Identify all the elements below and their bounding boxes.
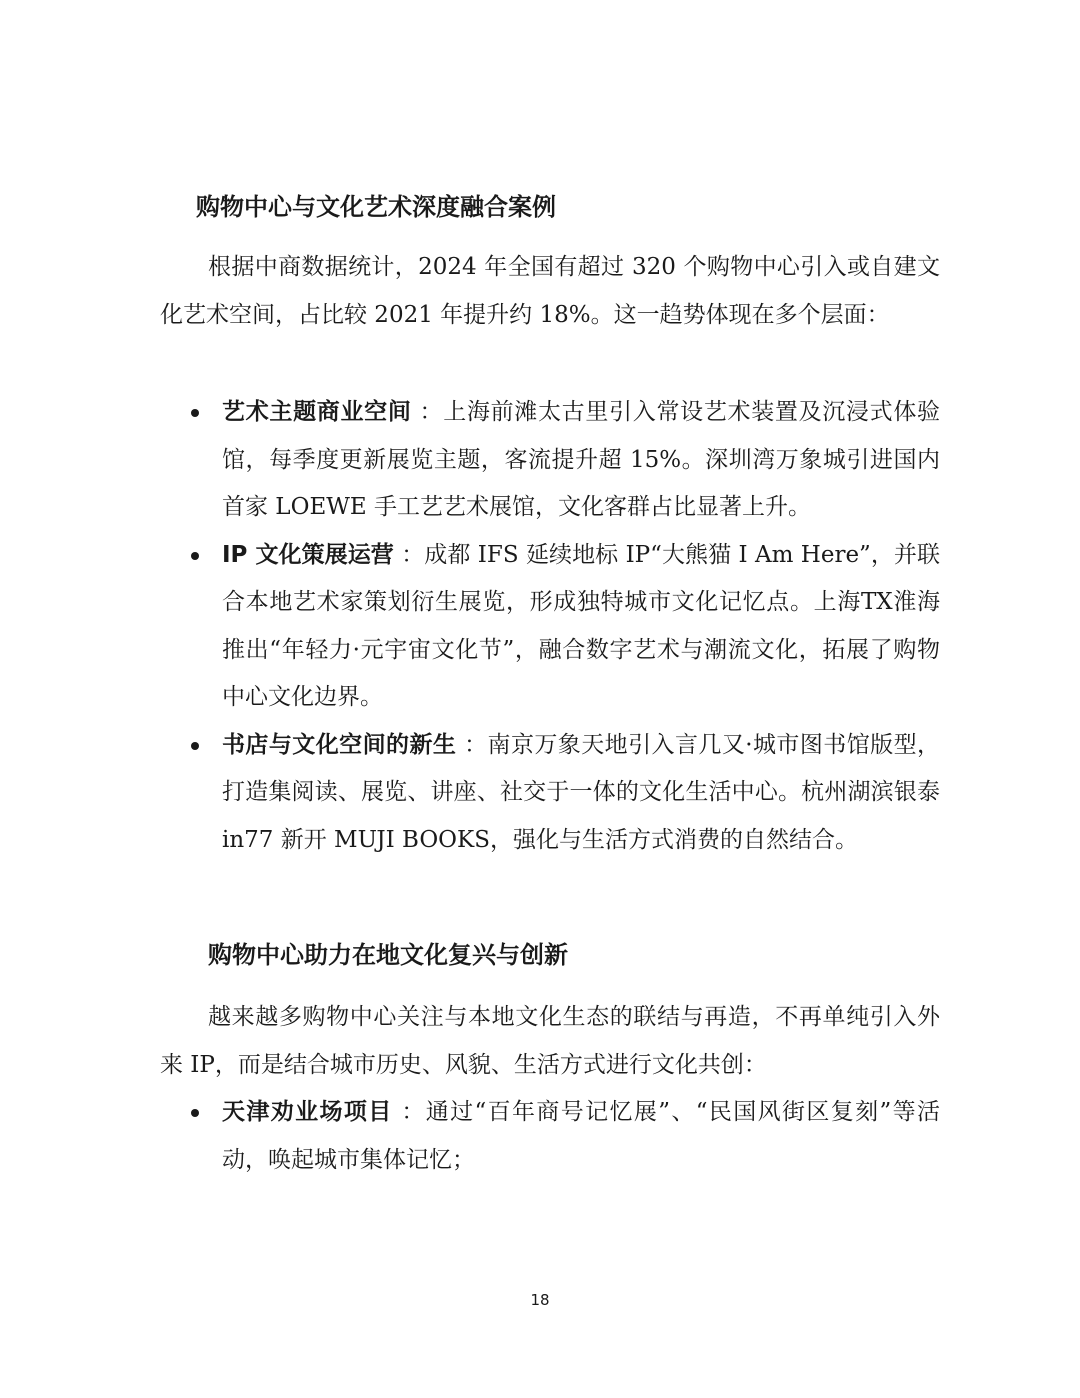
item-separator: ： [393,541,425,568]
bullet-icon [191,409,199,417]
bullet-icon [191,1109,199,1117]
item-separator: ： [456,731,488,758]
item-lead: 天津劝业场项目 [222,1099,393,1125]
item-lead: IP 文化策展运营 [222,541,394,568]
list-item [160,389,940,532]
item-lead: 艺术主题商业空间 [222,399,412,425]
item-lead: 书店与文化空间的新生 [222,731,457,758]
item-text: 通过“百年商号记忆展”、“民国风街区复刻”等活动，唤起城市集体记忆； [222,1099,940,1173]
item-text: 南京万象天地引入言几又·城市图书馆版型，打造集阅读、展览、讲座、社交于一体的文化生活中心。杭州湖滨银泰 in77 新开 MUJI BOOKS，强化与生活方式消费的自然结合。 [222,731,941,853]
case-list [160,389,940,864]
intro-paragraph: 根据中商数据统计，2024 年全国有超过 320 个购物中心引入或自建文化艺术空间，占比较 2021 年提升约 18%。这一趋势体现在多个层面： [160,254,940,328]
case-list [160,1089,940,1184]
item-text: 上海前滩太古里引入常设艺术装置及沉浸式体验馆，每季度更新展览主题，客流提升超 15%。深圳湾万象城引进国内首家 LOEWE 手工艺艺术展馆，文化客群占比显著上升。 [222,399,941,520]
list-item [160,532,940,722]
section-heading: 购物中心与文化艺术深度融合案例 [196,193,556,221]
item-text: 成都 IFS 延续地标 IP“大熊猫 I Am Here”，并联合本地艺术家策划衍生展览，形成独特城市文化记忆点。上海TX淮海推出“年轻力·元宇宙文化节”，融合数字艺术与潮流文化，拓展了购物中心文化边界。 [222,541,940,710]
list-item [160,722,940,865]
item-separator: ： [411,399,444,425]
bullet-icon [191,552,199,560]
page-number: 18 [530,1291,550,1309]
section-heading: 购物中心助力在地文化复兴与创新 [208,941,568,969]
bullet-icon [191,742,199,750]
list-item [160,1089,940,1184]
intro-paragraph: 越来越多购物中心关注与本地文化生态的联结与再造，不再单纯引入外来 IP，而是结合城市历史、风貌、生活方式进行文化共创： [160,1004,940,1078]
item-separator: ： [392,1099,426,1125]
